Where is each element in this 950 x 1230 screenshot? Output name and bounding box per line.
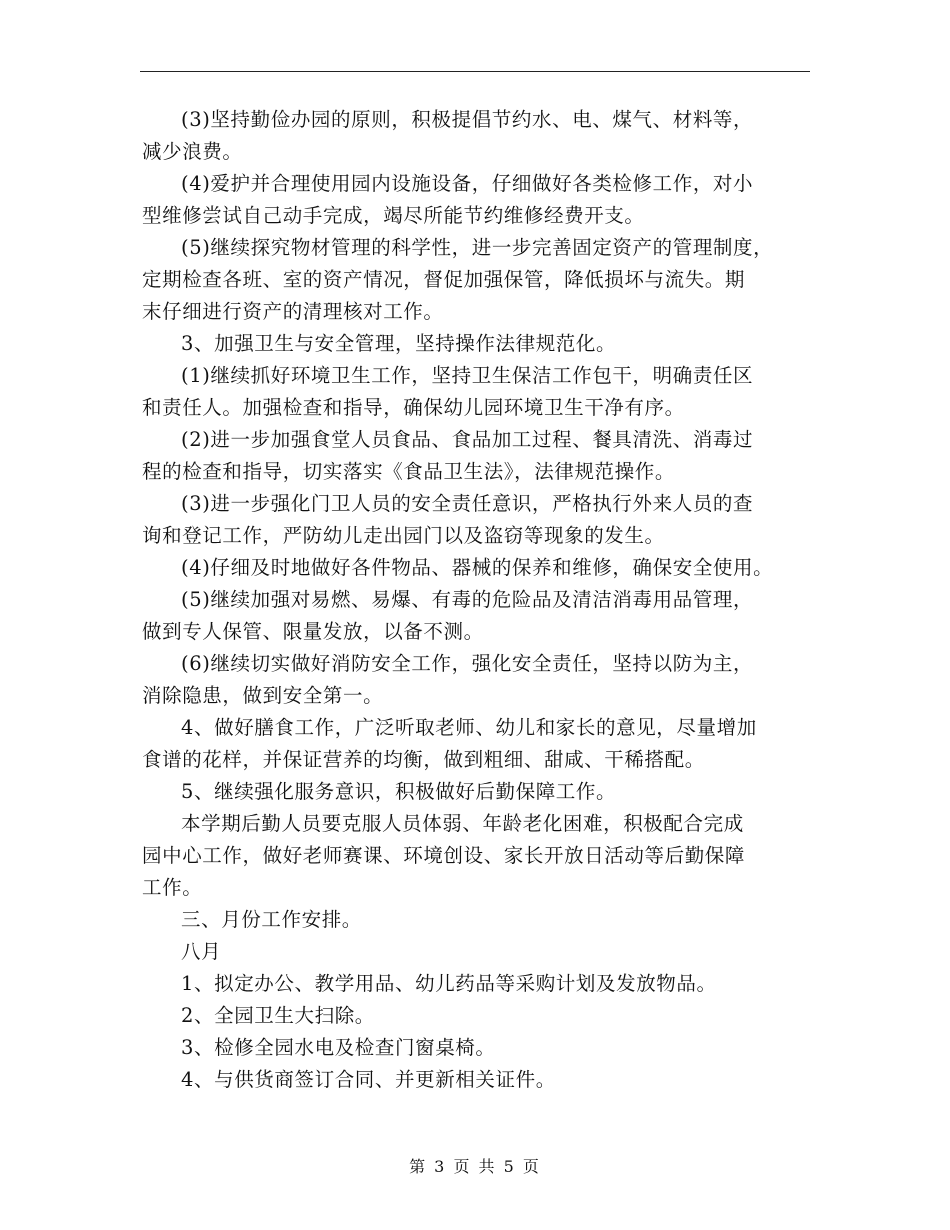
page-number: 第 3 页 共 5 页 bbox=[409, 1157, 541, 1176]
paragraph bbox=[142, 488, 816, 552]
text-line: (6)继续切实做好消防安全工作，强化安全责任，坚持以防为主， bbox=[181, 652, 754, 675]
text-line: 和责任人。加强检查和指导，确保幼儿园环境卫生干净有序。 bbox=[142, 396, 685, 419]
paragraph bbox=[142, 104, 816, 168]
text-line: 做到专人保管、限量发放，以备不测。 bbox=[142, 620, 484, 643]
paragraph bbox=[142, 1032, 816, 1064]
paragraph bbox=[142, 1000, 816, 1032]
paragraph bbox=[142, 168, 816, 232]
text-line: (1)继续抓好环境卫生工作，坚持卫生保洁工作包干，明确责任区 bbox=[181, 364, 754, 387]
text-line: 本学期后勤人员要克服人员体弱、年龄老化困难，积极配合完成 bbox=[181, 812, 744, 835]
text-line: 1、拟定办公、教学用品、幼儿药品等采购计划及发放物品。 bbox=[181, 972, 717, 995]
paragraph bbox=[142, 904, 816, 936]
text-line: (3)进一步强化门卫人员的安全责任意识，严格执行外来人员的查 bbox=[181, 492, 754, 515]
text-line: 八月 bbox=[181, 940, 222, 963]
text-line: 食谱的花样，并保证营养的均衡，做到粗细、甜咸、干稀搭配。 bbox=[142, 748, 705, 771]
paragraph bbox=[142, 776, 816, 808]
text-line: 定期检查各班、室的资产情况，督促加强保管，降低损坏与流失。期 bbox=[142, 268, 746, 291]
text-line: 2、全园卫生大扫除。 bbox=[181, 1004, 375, 1027]
paragraph bbox=[142, 1064, 816, 1096]
text-line: 程的检查和指导，切实落实《食品卫生法》，法律规范操作。 bbox=[142, 460, 675, 483]
text-line: (3)坚持勤俭办园的原则，积极提倡节约水、电、煤气、材料等， bbox=[181, 108, 754, 131]
text-line: 4、与供货商签订合同、并更新相关证件。 bbox=[181, 1068, 556, 1091]
paragraph bbox=[142, 232, 816, 328]
text-line: (5)继续探究物材管理的科学性，进一步完善固定资产的管理制度， bbox=[181, 236, 774, 259]
paragraph bbox=[142, 424, 816, 488]
text-line: 工作。 bbox=[142, 876, 203, 899]
text-line: (4)爱护并合理使用园内设施设备，仔细做好各类检修工作，对小 bbox=[181, 172, 754, 195]
paragraph bbox=[142, 328, 816, 360]
paragraph bbox=[142, 648, 816, 712]
document-body bbox=[142, 104, 816, 1096]
text-line: 3、加强卫生与安全管理，坚持操作法律规范化。 bbox=[181, 332, 617, 355]
paragraph bbox=[142, 936, 816, 968]
text-line: 减少浪费。 bbox=[142, 140, 243, 163]
text-line: 三、月份工作安排。 bbox=[181, 908, 362, 931]
header-rule bbox=[140, 71, 810, 72]
page-footer bbox=[0, 1154, 950, 1177]
text-line: 末仔细进行资产的清理核对工作。 bbox=[142, 300, 444, 323]
text-line: 3、检修全园水电及检查门窗桌椅。 bbox=[181, 1036, 496, 1059]
paragraph bbox=[142, 584, 816, 648]
paragraph bbox=[142, 360, 816, 424]
text-line: 询和登记工作，严防幼儿走出园门以及盗窃等现象的发生。 bbox=[142, 524, 665, 547]
text-line: (2)进一步加强食堂人员食品、食品加工过程、餐具清洗、消毒过 bbox=[181, 428, 754, 451]
paragraph bbox=[142, 552, 816, 584]
text-line: 消除隐患，做到安全第一。 bbox=[142, 684, 384, 707]
text-line: 5、继续强化服务意识，积极做好后勤保障工作。 bbox=[181, 780, 617, 803]
text-line: 型维修尝试自己动手完成，竭尽所能节约维修经费开支。 bbox=[142, 204, 645, 227]
paragraph bbox=[142, 968, 816, 1000]
paragraph bbox=[142, 712, 816, 776]
paragraph bbox=[142, 808, 816, 904]
text-line: (5)继续加强对易燃、易爆、有毒的危险品及清洁消毒用品管理， bbox=[181, 588, 754, 611]
text-line: (4)仔细及时地做好各件物品、器械的保养和维修，确保安全使用。 bbox=[181, 556, 774, 579]
text-line: 园中心工作，做好老师赛课、环境创设、家长开放日活动等后勤保障 bbox=[142, 844, 746, 867]
text-line: 4、做好膳食工作，广泛听取老师、幼儿和家长的意见，尽量增加 bbox=[181, 716, 757, 739]
